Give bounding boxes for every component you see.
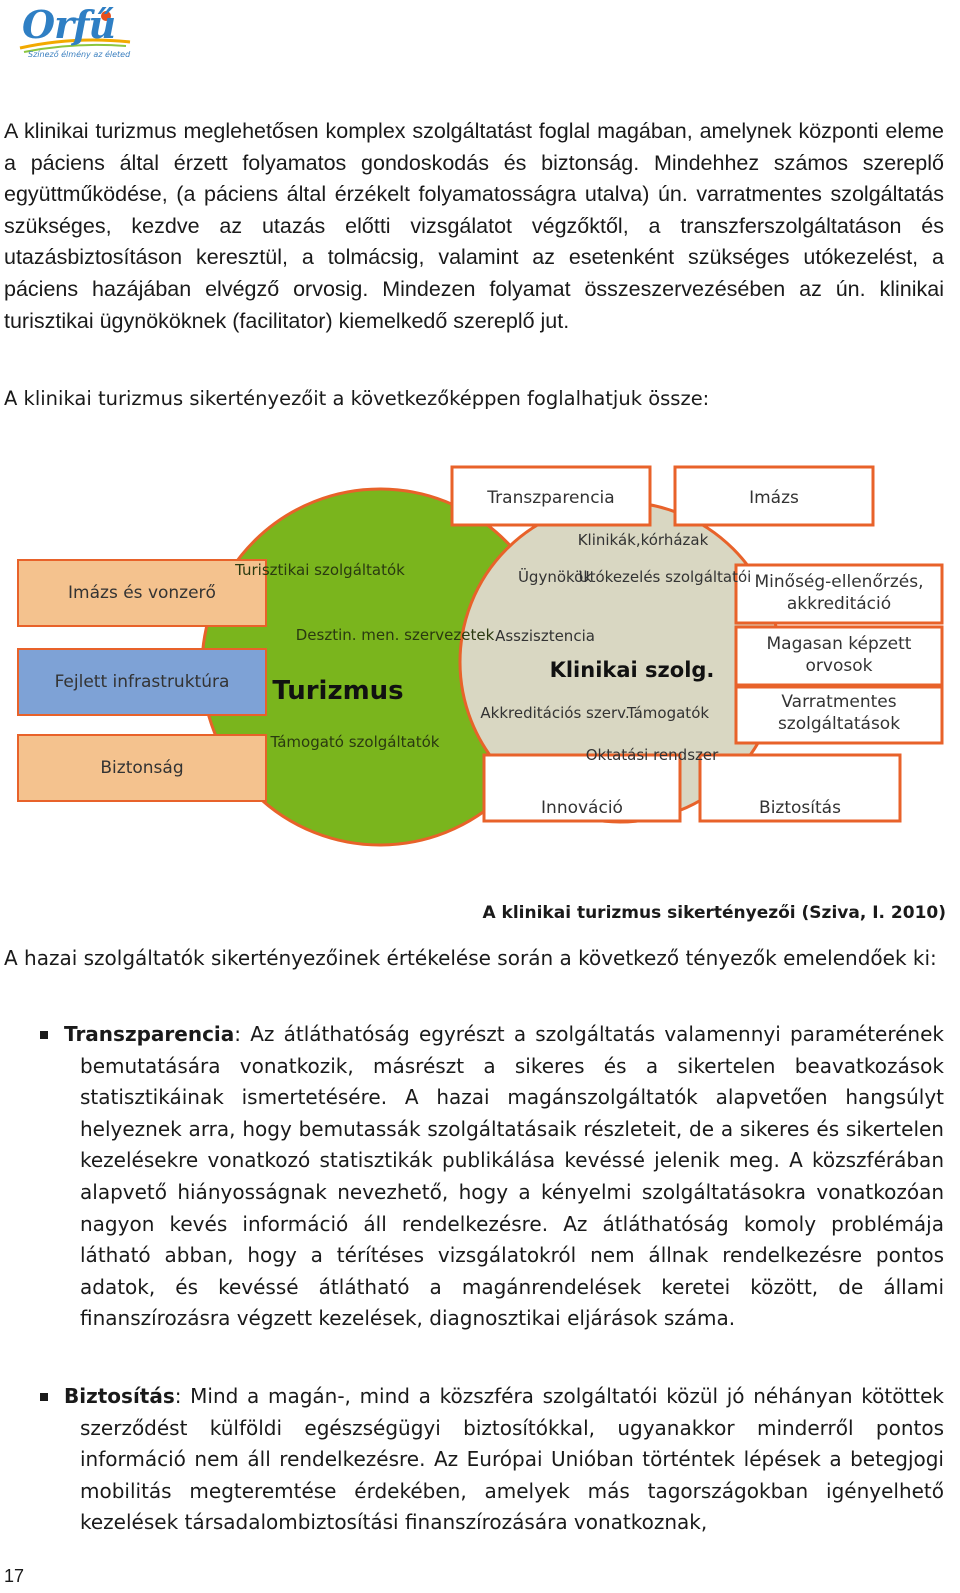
evaluation-lead: A hazai szolgáltatók sikertényezőinek értékelése során a következő tényezők emelendőek ki:: [4, 946, 937, 970]
bullet-text: : Az átláthatóság egyrészt a szolgáltatás valamennyi paraméterének bemutatására vonatkozik, másrészt a sikeres és a sikertelen beavatkozások statisztikáinak ismertetésére. A hazai magánszolgáltatók alapvetően hangsúlyt helyeznek arra, hogy bemutassák szolgáltatásaik részleteit, de a sikeres és sikertelen kezelésekre vonatkozó statisztikák publikálása kevéssé jelenik meg. A közszférában alapvető hiányosságnak nevezhető, hogy a kényelmi szolgáltatásokra vonatkozóan nagyon kevés információ áll rendelkezésre. Az átláthatóság komoly problémája látható abban, hogy a térítéses vizsgálatokról nem állnak rendelkezésre pontos adatok, és kevéssé átlátható a magánrendelések keretei között, de állami finanszírozásra végzett kezelések, diagnosztikai eljárások száma.: [80, 1022, 944, 1331]
green-title: Turizmus: [272, 676, 404, 706]
bottom-box-1-label: Innováció: [541, 798, 623, 818]
logo-tagline: Színező élmény az életed: [28, 50, 131, 59]
grey-item-2: Ügynökök: [517, 568, 593, 586]
right-box-1-label: Minőség-ellenőrzés, akkreditáció: [754, 572, 924, 614]
logo-text: Orfű: [22, 2, 116, 47]
top-box-1-label: Transzparencia: [487, 488, 615, 508]
page-number: 17: [4, 1566, 25, 1586]
intro-paragraph: A klinikai turizmus meglehetősen komplex szolgáltatást foglal magában, amelynek központi eleme a páciens által érzett folyamatos gondoskodás és biztonság. Mindehhez számos szereplő együttműködése, (a páciens által érzékelt folyamatosságra utalva) ún. varratmentes szolgáltatás szükséges, kezdve az utazás előtti vizsgálatot végzőktől, a transzferszolgáltatáson és utazásbiztosításon keresztül, a tolmácsig, valamint az esetenként szükséges utókezelést, a páciens hazájában elvégző orvosig. Mindezen folyamat összeszervezésében az ún. klinikai turisztikai ügynököknek (facilitator) kiemelkedő szereplő jut.: [4, 119, 944, 333]
left-box-1-label: Imázs és vonzerő: [68, 583, 216, 603]
right-box-3-label: Varratmentes szolgáltatások: [777, 692, 901, 734]
logo: [14, 2, 134, 66]
summary-lead: A klinikai turizmus sikertényezőit a következőképpen foglalhatjuk össze:: [4, 387, 710, 410]
bullet-square-icon: [40, 1393, 48, 1401]
bottom-box-2-label: Biztosítás: [759, 798, 841, 818]
bullet-term: Transzparencia: [64, 1022, 235, 1046]
success-factors-diagram: [0, 455, 960, 855]
grey-item-7: Oktatási rendszer: [585, 746, 719, 764]
bullet-term: Biztosítás: [64, 1384, 175, 1408]
bullet-item: [40, 1381, 944, 1539]
top-box-2-label: Imázs: [749, 488, 799, 508]
bullet-item: [40, 1019, 944, 1335]
grey-item-6: Támogatók: [626, 704, 710, 722]
grey-item-4: Asszisztencia: [495, 627, 595, 645]
right-box-2-label: Magasan képzett orvosok: [766, 634, 912, 676]
left-box-2-label: Fejlett infrastruktúra: [54, 672, 230, 692]
grey-item-1: Klinikák,kórházak: [577, 531, 709, 549]
grey-title: Klinikai szolg.: [549, 658, 715, 682]
bullet-text: : Mind a magán-, mind a közszféra szolgáltatói közül jó néhányan kötöttek szerződést külföldi egészségügyi biztosítókkal, ugyanakkor minderről pontos információ nem áll rendelkezésre. Az Európai Unióban történtek lépések a betegjogi mobilitás megteremtése érdekében, amelyek más tagországokban igényelhető kezelések társadalombiztosítási finanszírozására vonatkoznak,: [80, 1384, 944, 1535]
left-box-3-label: Biztonság: [100, 758, 184, 778]
figure-caption: A klinikai turizmus sikertényezői (Sziva, I. 2010): [482, 903, 946, 923]
green-item-1: Turisztikai szolgáltatók: [235, 561, 405, 579]
green-item-2: Desztin. men. szervezetek: [295, 626, 495, 644]
grey-item-5: Akkreditációs szerv.: [480, 704, 630, 722]
grey-item-3: Utókezelés szolgáltatói: [578, 568, 752, 586]
green-item-3: Támogató szolgáltatók: [270, 733, 440, 751]
bullet-square-icon: [40, 1031, 48, 1039]
